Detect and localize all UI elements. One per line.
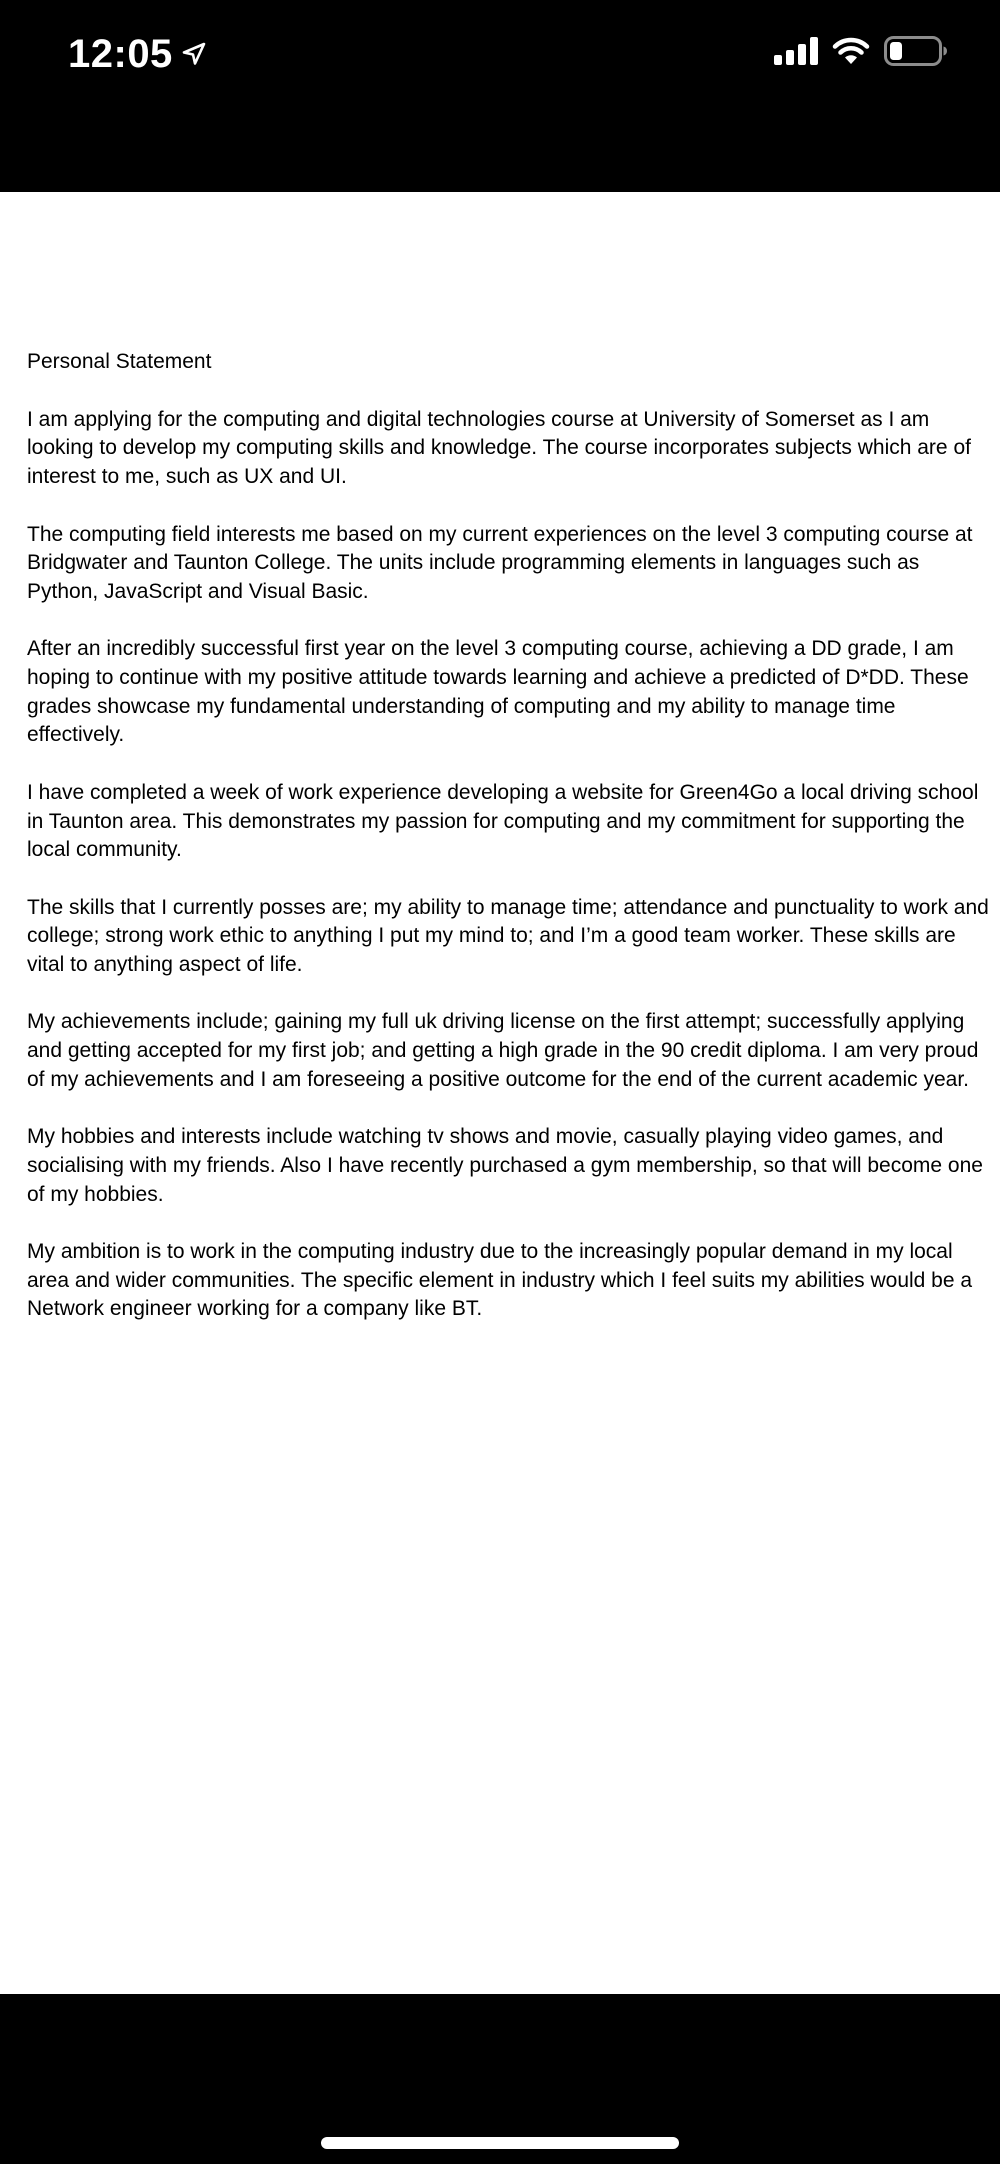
- document-paragraph: The skills that I currently posses are; my ability to manage time; attendance and punctuality to work and college; strong work ethic to anything I put my mind to; and I’m a good team worker. These skills are vital to anything aspect of life.: [27, 895, 989, 976]
- status-bar: [0, 0, 1000, 192]
- document-paragraph: After an incredibly successful first year on the level 3 computing course, achieving a DD grade, I am hoping to continue with my positive attitude towards learning and achieve a predicted of D*DD. These grades showcase my fundamental understanding of computing and my ability to manage time effectively.: [27, 637, 969, 747]
- document-paragraph: I am applying for the computing and digital technologies course at University of Somerset as I am looking to develop my computing skills and knowledge. The course incorporates subjects which are of interest to me, such as UX and UI.: [27, 407, 971, 489]
- document-title: Personal Statement: [27, 350, 212, 373]
- document-paragraph: The computing field interests me based on my current experiences on the level 3 computing course at Bridgwater and Taunton College. The units include programming elements in languages such as Python, JavaScript and Visual Basic.: [27, 522, 973, 603]
- battery-icon: [884, 36, 948, 66]
- document-content: [27, 348, 993, 1353]
- document-paragraph: My hobbies and interests include watching tv shows and movie, casually playing video games, and socialising with my friends. Also I have recently purchased a gym membership, so that will become one of my hobbies.: [27, 1125, 983, 1206]
- time-group: [68, 28, 207, 80]
- home-indicator-area: [0, 1994, 1000, 2164]
- status-time: 12:05: [68, 32, 173, 76]
- wifi-icon: [832, 37, 870, 65]
- document-paragraph: I have completed a week of work experience developing a website for Green4Go a local driving school in Taunton area. This demonstrates my passion for computing and my commitment for supporting the local community.: [27, 780, 979, 862]
- document-paragraph: My achievements include; gaining my full uk driving license on the first attempt; successfully applying and getting accepted for my first job; and getting a high grade in the 90 credit diploma. I am very proud of my achievements and I am foreseeing a positive outcome for the end of the current academic year.: [27, 1010, 979, 1091]
- document-page[interactable]: [0, 192, 1000, 1994]
- cellular-signal-icon: [774, 37, 818, 65]
- status-icons: [774, 36, 948, 66]
- document-paragraph: My ambition is to work in the computing industry due to the increasingly popular demand in my local area and wider communities. The specific element in industry which I feel suits my abilities would be a Network engineer working for a company like BT.: [27, 1239, 973, 1321]
- home-indicator[interactable]: [321, 2137, 679, 2149]
- location-arrow-icon: [181, 41, 207, 67]
